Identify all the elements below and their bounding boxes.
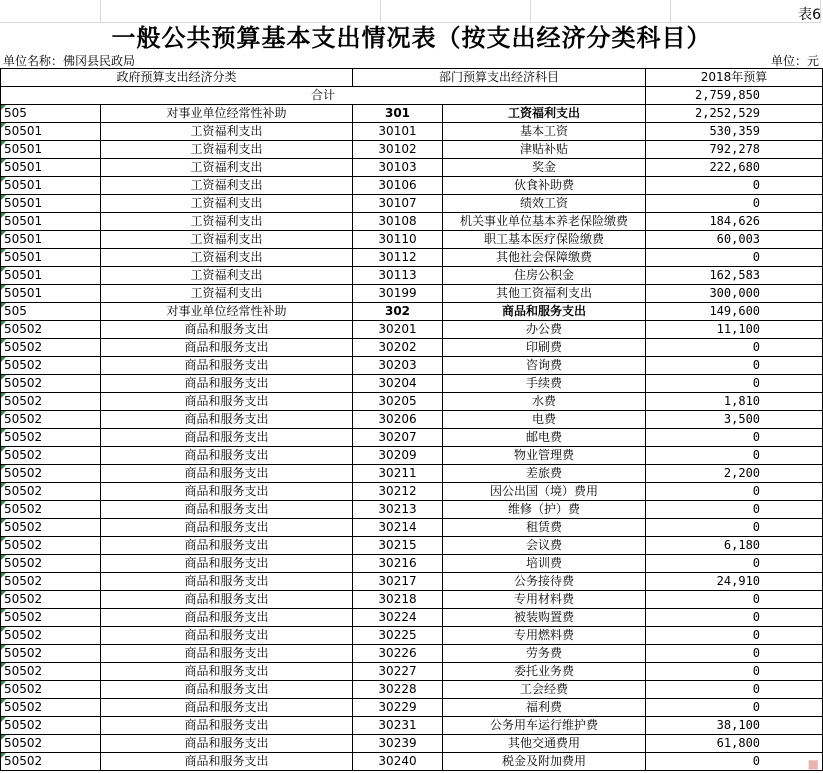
table-row (1, 249, 823, 267)
dept-name-cell: 公务接待费 (443, 573, 646, 591)
dept-code-cell: 30239 (353, 735, 443, 753)
gov-code-cell: 505 (1, 105, 101, 123)
gov-name-cell: 商品和服务支出 (101, 735, 353, 753)
gov-name-cell: 工资福利支出 (101, 267, 353, 285)
table-row (1, 339, 823, 357)
gov-code-cell: 50501 (1, 159, 101, 177)
gov-code-cell: 50502 (1, 591, 101, 609)
dept-name-cell: 手续费 (443, 375, 646, 393)
dept-code-cell: 30226 (353, 645, 443, 663)
table-row (1, 591, 823, 609)
table-row (1, 645, 823, 663)
table-row (1, 375, 823, 393)
gov-name-cell: 商品和服务支出 (101, 645, 353, 663)
gov-code-cell: 50502 (1, 321, 101, 339)
table-row (1, 231, 823, 249)
amount-cell: 0 (646, 663, 823, 681)
table-row (1, 429, 823, 447)
budget-table (0, 68, 823, 771)
dept-name-cell: 福利费 (443, 699, 646, 717)
gov-code-cell: 50502 (1, 627, 101, 645)
gov-name-cell: 商品和服务支出 (101, 483, 353, 501)
amount-cell: 0 (646, 681, 823, 699)
dept-name-cell: 培训费 (443, 555, 646, 573)
gov-code-cell: 50502 (1, 735, 101, 753)
gov-name-cell: 商品和服务支出 (101, 321, 353, 339)
amount-cell: 0 (646, 645, 823, 663)
table-row (1, 357, 823, 375)
dept-name-cell: 委托业务费 (443, 663, 646, 681)
dept-name-cell: 其他社会保障缴费 (443, 249, 646, 267)
table-row (1, 483, 823, 501)
dept-code-cell: 30108 (353, 213, 443, 231)
dept-code-cell: 30217 (353, 573, 443, 591)
amount-cell: 0 (646, 339, 823, 357)
gov-code-cell: 50502 (1, 501, 101, 519)
gov-code-cell: 50502 (1, 429, 101, 447)
gov-code-cell: 50502 (1, 465, 101, 483)
gov-code-cell: 50502 (1, 573, 101, 591)
dept-name-cell: 差旅费 (443, 465, 646, 483)
gov-code-cell: 50502 (1, 411, 101, 429)
header-row (1, 69, 823, 87)
gov-name-cell: 商品和服务支出 (101, 753, 353, 771)
dept-code-cell: 30107 (353, 195, 443, 213)
table-row (1, 159, 823, 177)
header-budget: 2018年预算 (646, 69, 823, 87)
dept-name-cell: 绩效工资 (443, 195, 646, 213)
amount-cell: 0 (646, 483, 823, 501)
header-gov-class: 政府预算支出经济分类 (1, 69, 353, 87)
gov-code-cell: 50502 (1, 753, 101, 771)
dept-code-cell: 30212 (353, 483, 443, 501)
table-row (1, 519, 823, 537)
gov-name-cell: 商品和服务支出 (101, 717, 353, 735)
gov-code-cell: 50501 (1, 285, 101, 303)
amount-cell: 0 (646, 357, 823, 375)
gov-name-cell: 工资福利支出 (101, 231, 353, 249)
amount-cell: 792,278 (646, 141, 823, 159)
amount-cell: 0 (646, 501, 823, 519)
amount-cell: 60,003 (646, 231, 823, 249)
dept-code-cell: 30201 (353, 321, 443, 339)
table-row (1, 663, 823, 681)
table-row (1, 321, 823, 339)
amount-cell: 0 (646, 591, 823, 609)
dept-code-cell: 30225 (353, 627, 443, 645)
dept-name-cell: 电费 (443, 411, 646, 429)
table-row (1, 123, 823, 141)
gov-name-cell: 商品和服务支出 (101, 393, 353, 411)
dept-code-cell: 30103 (353, 159, 443, 177)
dept-code-cell: 30206 (353, 411, 443, 429)
dept-name-cell: 其他工资福利支出 (443, 285, 646, 303)
total-value: 2,759,850 (646, 87, 823, 105)
page-title: 一般公共预算基本支出情况表（按支出经济分类科目） (111, 23, 712, 52)
dept-name-cell: 租赁费 (443, 519, 646, 537)
dept-name-cell: 办公费 (443, 321, 646, 339)
gov-code-cell: 50501 (1, 213, 101, 231)
table-row (1, 609, 823, 627)
amount-cell: 0 (646, 429, 823, 447)
gov-code-cell: 50502 (1, 537, 101, 555)
amount-cell: 0 (646, 609, 823, 627)
dept-code-cell: 30214 (353, 519, 443, 537)
dept-code-cell: 30204 (353, 375, 443, 393)
table-row (1, 573, 823, 591)
table-row (1, 735, 823, 753)
gov-code-cell: 50502 (1, 483, 101, 501)
gov-code-cell: 50502 (1, 663, 101, 681)
dept-code-cell: 30199 (353, 285, 443, 303)
gov-code-cell: 50501 (1, 249, 101, 267)
amount-cell: 61,800 (646, 735, 823, 753)
dept-code-cell: 30207 (353, 429, 443, 447)
table-row (1, 285, 823, 303)
dept-code-cell: 30113 (353, 267, 443, 285)
table-row (1, 465, 823, 483)
dept-name-cell: 税金及附加费用 (443, 753, 646, 771)
gov-name-cell: 工资福利支出 (101, 213, 353, 231)
gov-code-cell: 50502 (1, 519, 101, 537)
amount-cell: 2,252,529 (646, 105, 823, 123)
gov-code-cell: 50502 (1, 699, 101, 717)
dept-code-cell: 30209 (353, 447, 443, 465)
amount-cell: 11,100 (646, 321, 823, 339)
gov-code-cell: 505 (1, 303, 101, 321)
amount-cell: 2,200 (646, 465, 823, 483)
amount-cell: 530,359 (646, 123, 823, 141)
amount-cell: 0 (646, 375, 823, 393)
dept-name-cell: 专用材料费 (443, 591, 646, 609)
gov-name-cell: 商品和服务支出 (101, 375, 353, 393)
gov-name-cell: 工资福利支出 (101, 285, 353, 303)
gov-code-cell: 50501 (1, 231, 101, 249)
gov-name-cell: 对事业单位经常性补助 (101, 105, 353, 123)
dept-code-cell: 30240 (353, 753, 443, 771)
gov-name-cell: 对事业单位经常性补助 (101, 303, 353, 321)
dept-name-cell: 工会经费 (443, 681, 646, 699)
amount-cell: 1,810 (646, 393, 823, 411)
gov-name-cell: 工资福利支出 (101, 195, 353, 213)
gov-name-cell: 商品和服务支出 (101, 555, 353, 573)
gov-name-cell: 工资福利支出 (101, 141, 353, 159)
dept-name-cell: 物业管理费 (443, 447, 646, 465)
table-row (1, 195, 823, 213)
gov-name-cell: 商品和服务支出 (101, 681, 353, 699)
dept-name-cell: 印刷费 (443, 339, 646, 357)
table-row (1, 753, 823, 771)
gov-code-cell: 50501 (1, 195, 101, 213)
gov-name-cell: 商品和服务支出 (101, 357, 353, 375)
sheet-label: 表6 (798, 7, 821, 23)
gov-code-cell: 50502 (1, 681, 101, 699)
amount-cell: 0 (646, 627, 823, 645)
dept-name-cell: 因公出国（境）费用 (443, 483, 646, 501)
dept-code-cell: 30213 (353, 501, 443, 519)
gov-name-cell: 工资福利支出 (101, 159, 353, 177)
dept-name-cell: 住房公积金 (443, 267, 646, 285)
dept-name-cell: 水费 (443, 393, 646, 411)
meta-row (0, 52, 823, 68)
gov-code-cell: 50502 (1, 555, 101, 573)
amount-cell: 0 (646, 519, 823, 537)
currency-unit: 单位：元 (770, 54, 819, 68)
dept-code-cell: 30110 (353, 231, 443, 249)
table-row (1, 447, 823, 465)
gov-name-cell: 商品和服务支出 (101, 411, 353, 429)
gov-code-cell: 50502 (1, 447, 101, 465)
dept-code-cell: 30224 (353, 609, 443, 627)
amount-cell: 0 (646, 447, 823, 465)
dept-code-cell: 30106 (353, 177, 443, 195)
dept-name-cell: 劳务费 (443, 645, 646, 663)
amount-cell: 0 (646, 177, 823, 195)
gov-name-cell: 商品和服务支出 (101, 609, 353, 627)
gov-name-cell: 商品和服务支出 (101, 501, 353, 519)
total-label: 合计 (1, 87, 646, 105)
table-row (1, 303, 823, 321)
dept-code-cell: 302 (353, 303, 443, 321)
dept-name-cell: 机关事业单位基本养老保险缴费 (443, 213, 646, 231)
dept-name-cell: 被装购置费 (443, 609, 646, 627)
dept-code-cell: 30227 (353, 663, 443, 681)
dept-name-cell: 会议费 (443, 537, 646, 555)
table-row (1, 105, 823, 123)
amount-cell: 184,626 (646, 213, 823, 231)
table-row (1, 177, 823, 195)
table-row (1, 699, 823, 717)
gov-code-cell: 50502 (1, 375, 101, 393)
gov-name-cell: 商品和服务支出 (101, 663, 353, 681)
amount-cell: 300,000 (646, 285, 823, 303)
dept-code-cell: 30102 (353, 141, 443, 159)
dept-name-cell: 其他交通费用 (443, 735, 646, 753)
dept-code-cell: 30205 (353, 393, 443, 411)
gov-name-cell: 商品和服务支出 (101, 339, 353, 357)
gov-code-cell: 50502 (1, 609, 101, 627)
amount-cell: 3,500 (646, 411, 823, 429)
gov-name-cell: 商品和服务支出 (101, 447, 353, 465)
amount-cell: 0 (646, 555, 823, 573)
dept-code-cell: 30218 (353, 591, 443, 609)
table-row (1, 213, 823, 231)
table-row (1, 393, 823, 411)
gov-code-cell: 50502 (1, 357, 101, 375)
dept-code-cell: 30215 (353, 537, 443, 555)
gov-name-cell: 工资福利支出 (101, 123, 353, 141)
unit-name: 单位名称：佛冈县民政局 (3, 54, 136, 68)
amount-cell: 0 (646, 753, 823, 771)
gov-name-cell: 商品和服务支出 (101, 429, 353, 447)
table-row (1, 537, 823, 555)
dept-name-cell: 邮电费 (443, 429, 646, 447)
gov-code-cell: 50501 (1, 123, 101, 141)
dept-code-cell: 30229 (353, 699, 443, 717)
dept-name-cell: 基本工资 (443, 123, 646, 141)
gov-code-cell: 50502 (1, 717, 101, 735)
gov-code-cell: 50502 (1, 339, 101, 357)
header-dept-class: 部门预算支出经济科目 (353, 69, 646, 87)
dept-name-cell: 伙食补助费 (443, 177, 646, 195)
amount-cell: 162,583 (646, 267, 823, 285)
dept-name-cell: 工资福利支出 (443, 105, 646, 123)
dept-code-cell: 30202 (353, 339, 443, 357)
dept-name-cell: 咨询费 (443, 357, 646, 375)
gov-name-cell: 商品和服务支出 (101, 537, 353, 555)
dept-name-cell: 职工基本医疗保险缴费 (443, 231, 646, 249)
gov-name-cell: 商品和服务支出 (101, 591, 353, 609)
dept-code-cell: 30101 (353, 123, 443, 141)
dept-code-cell: 301 (353, 105, 443, 123)
amount-cell: 6,180 (646, 537, 823, 555)
amount-cell: 0 (646, 195, 823, 213)
dept-code-cell: 30231 (353, 717, 443, 735)
gov-code-cell: 50501 (1, 141, 101, 159)
gov-name-cell: 商品和服务支出 (101, 519, 353, 537)
amount-cell: 38,100 (646, 717, 823, 735)
dept-code-cell: 30211 (353, 465, 443, 483)
amount-cell: 24,910 (646, 573, 823, 591)
table-row (1, 627, 823, 645)
dept-name-cell: 专用燃料费 (443, 627, 646, 645)
amount-cell: 149,600 (646, 303, 823, 321)
gov-name-cell: 商品和服务支出 (101, 573, 353, 591)
dept-code-cell: 30228 (353, 681, 443, 699)
table-row (1, 717, 823, 735)
table-row (1, 267, 823, 285)
gov-name-cell: 商品和服务支出 (101, 699, 353, 717)
gov-name-cell: 商品和服务支出 (101, 465, 353, 483)
gov-code-cell: 50501 (1, 177, 101, 195)
table-row (1, 411, 823, 429)
total-row (1, 87, 823, 105)
watermark-logo: ■ (807, 757, 819, 771)
gov-name-cell: 工资福利支出 (101, 249, 353, 267)
gov-code-cell: 50502 (1, 393, 101, 411)
table-row (1, 681, 823, 699)
dept-code-cell: 30216 (353, 555, 443, 573)
amount-cell: 222,680 (646, 159, 823, 177)
table-row (1, 141, 823, 159)
gov-name-cell: 工资福利支出 (101, 177, 353, 195)
dept-code-cell: 30112 (353, 249, 443, 267)
gov-code-cell: 50501 (1, 267, 101, 285)
dept-name-cell: 维修（护）费 (443, 501, 646, 519)
dept-name-cell: 商品和服务支出 (443, 303, 646, 321)
dept-name-cell: 津贴补贴 (443, 141, 646, 159)
dept-name-cell: 公务用车运行维护费 (443, 717, 646, 735)
gov-name-cell: 商品和服务支出 (101, 627, 353, 645)
table-row (1, 555, 823, 573)
amount-cell: 0 (646, 699, 823, 717)
dept-name-cell: 奖金 (443, 159, 646, 177)
dept-code-cell: 30203 (353, 357, 443, 375)
table-row (1, 501, 823, 519)
gov-code-cell: 50502 (1, 645, 101, 663)
amount-cell: 0 (646, 249, 823, 267)
